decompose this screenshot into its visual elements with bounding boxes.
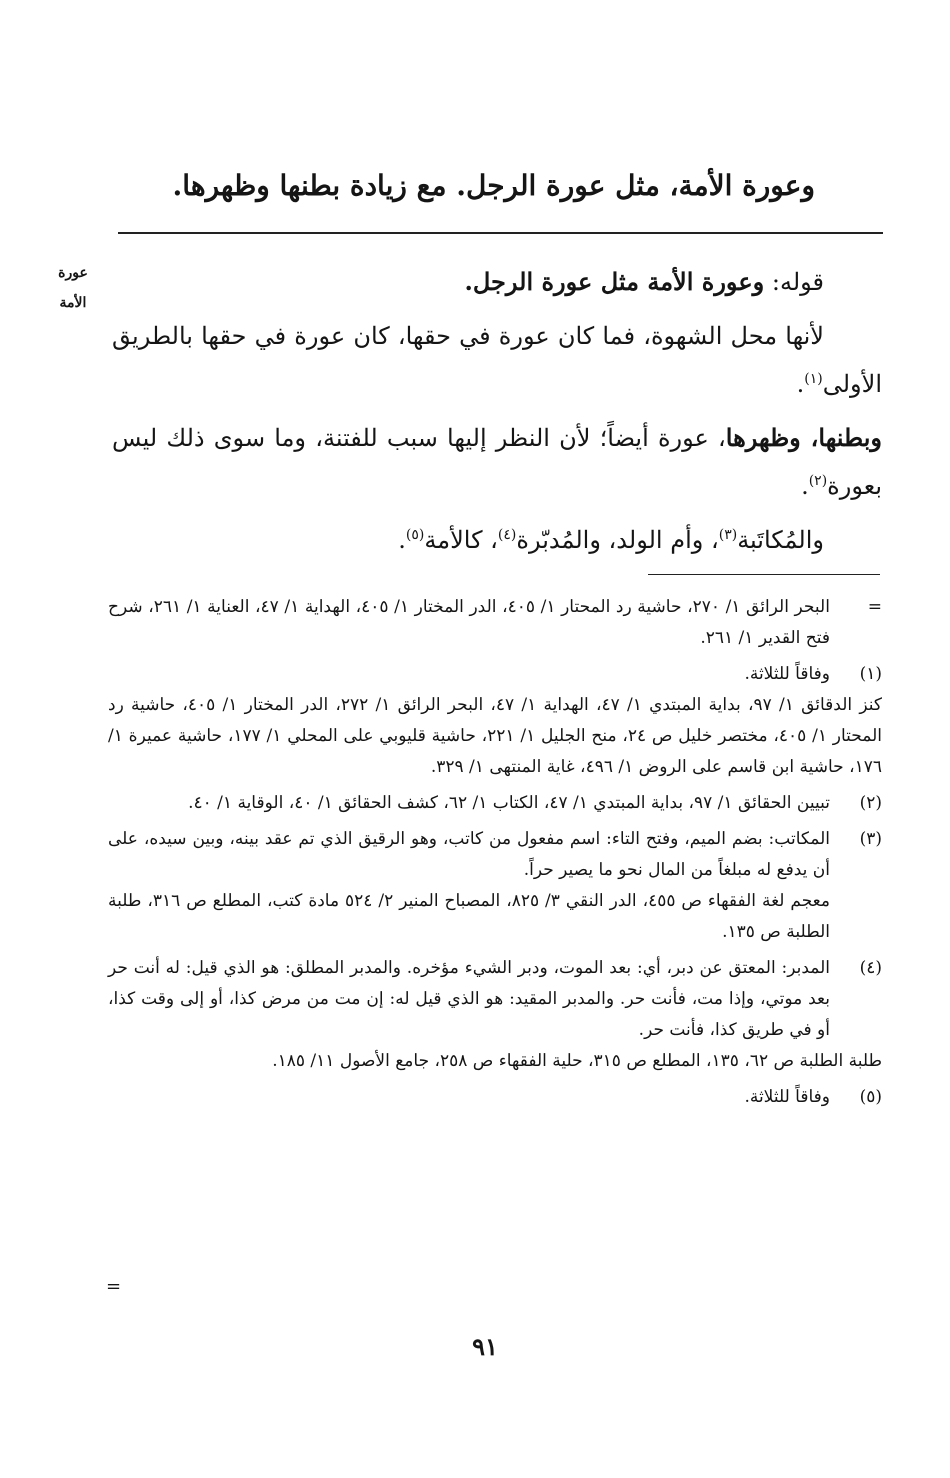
footnote-4-number: (٤) bbox=[859, 958, 882, 978]
footnote-continuation-marker: = bbox=[867, 597, 882, 617]
footnote-ref-2: (٢) bbox=[808, 473, 828, 489]
footnote-divider-rule bbox=[648, 574, 880, 575]
paragraph-3-end: . bbox=[801, 472, 809, 500]
footnote-3-line-a: المكاتب: بضم الميم، وفتح التاء: اسم مفعول من كاتب، وهو الرقيق الذي تم عقد بينه، وبين سيده، على أن يدفع له مبلغاً من المال نحو ما يصير حراً. bbox=[108, 829, 830, 880]
footnote-3-number: (٣) bbox=[859, 829, 882, 849]
paragraph-4-end: . bbox=[398, 526, 406, 554]
top-divider-rule bbox=[118, 232, 883, 234]
paragraph-2 bbox=[112, 312, 882, 408]
footnote-continuation-text: البحر الرائق ١/ ٢٧٠، حاشية رد المحتار ١/ ٤٠٥، الدر المختار ١/ ٤٠٥، الهداية ١/ ٤٧، العناية ١/ ٢٦١، شرح فتح القدير ١/ ٢٦١. bbox=[108, 597, 830, 648]
footnote-2 bbox=[108, 788, 882, 819]
footnote-4-line-b: طلبة الطلبة ص ٦٢، ١٣٥، المطلع ص ٣١٥، حلية الفقهاء ص ٢٥٨، جامع الأصول ١١/ ١٨٥. bbox=[272, 1051, 882, 1071]
footnote-ref-5: (٥) bbox=[405, 527, 425, 543]
paragraph-4 bbox=[112, 516, 882, 564]
paragraph-2-text: لأنها محل الشهوة، فما كان عورة في حقها، كان عورة في حقها بالطريق الأولى bbox=[112, 322, 882, 398]
footnote-1 bbox=[108, 659, 882, 783]
footnote-2-body: تبيين الحقائق ١/ ٩٧، بداية المبتدي ١/ ٤٧، الكتاب ١/ ٦٢، كشف الحقائق ١/ ٤٠، الوقاية ١/ ٤٠. bbox=[188, 793, 830, 813]
margin-side-note bbox=[44, 258, 102, 318]
footnote-4-body bbox=[108, 953, 882, 1077]
paragraph-1-prefix: قوله: bbox=[764, 268, 824, 296]
footnote-5-number: (٥) bbox=[859, 1087, 882, 1107]
footnote-5-body: وفاقاً للثلاثة. bbox=[744, 1087, 830, 1107]
footnote-2-number: (٢) bbox=[859, 793, 882, 813]
commentary-body bbox=[112, 258, 882, 570]
footnote-1-body bbox=[108, 659, 882, 783]
footnote-1-line-a: وفاقاً للثلاثة. bbox=[744, 664, 830, 684]
paragraph-1 bbox=[112, 258, 882, 306]
paragraph-4-part-b: ، وأم الولد، والمُدبّرة bbox=[516, 526, 719, 554]
side-note-line-1: عورة bbox=[58, 265, 88, 281]
footnote-ref-3: (٣) bbox=[718, 527, 738, 543]
paragraph-2-end: . bbox=[796, 370, 805, 398]
footnote-3 bbox=[108, 824, 882, 948]
footnote-ref-4: (٤) bbox=[497, 527, 517, 543]
footnote-continues-marker: = bbox=[106, 1276, 122, 1297]
footnotes-section bbox=[108, 592, 882, 1118]
paragraph-1-quote: وعورة الأمة مثل عورة الرجل. bbox=[464, 267, 765, 296]
footnote-4 bbox=[108, 953, 882, 1077]
paragraph-3-quote: وبطنها، وظهرها bbox=[725, 423, 883, 452]
footnote-ref-1: (١) bbox=[804, 371, 823, 387]
footnote-1-line-b: كنز الدقائق ١/ ٩٧، بداية المبتدي ١/ ٤٧، الهداية ١/ ٤٧، البحر الرائق ١/ ٢٧٢، الدر المختار ١/ ٤٠٥، حاشية رد المحتار ١/ ٤٠٥، مختصر خليل ص ٢٤، منح الجليل ١/ ٢٢١، حاشية قليوبي على المحلي ١/ ١٧٧، حاشية عميرة ١/ ١٧٦، حاشية ابن قاسم على الروض ١/ ٤٩٦، غاية المنتهى ١/ ٣٢٩. bbox=[108, 695, 882, 777]
footnote-5 bbox=[108, 1082, 882, 1113]
footnote-continuation bbox=[108, 592, 882, 654]
paragraph-4-part-c: ، كالأمة bbox=[424, 526, 498, 554]
paragraph-4-part-a: والمُكاتَبة bbox=[737, 526, 824, 554]
paragraph-3 bbox=[112, 414, 882, 510]
footnote-3-line-b: معجم لغة الفقهاء ص ٤٥٥، الدر النقي ٣/ ٨٢٥، المصباح المنير ٢/ ٥٢٤ مادة كتب، المطلع ص ٣١٦، طلبة الطلبة ص ١٣٥. bbox=[108, 891, 830, 942]
paragraph-3-text: ، عورة أيضاً؛ لأن النظر إليها سبب للفتنة، وما سوى ذلك ليس بعورة bbox=[112, 424, 882, 500]
footnote-3-body bbox=[108, 824, 830, 948]
side-note-line-2: الأمة bbox=[59, 295, 87, 311]
page-number: ٩١ bbox=[472, 1332, 498, 1361]
footnote-4-line-a: المدبر: المعتق عن دبر، أي: بعد الموت، ودبر الشيء مؤخره. والمدبر المطلق: هو الذي قيل: له أنت حر بعد موتي، وإذا مت، فأنت حر. والمدبر المقيد: هو الذي قيل له: إن مت من مرض كذا، أو إلى وقت كذا، أو في طريق كذا، فأنت حر. bbox=[108, 958, 830, 1040]
main-text-heading: وعورة الأمة، مثل عورة الرجل. مع زيادة بطنها وظهرها. bbox=[172, 169, 815, 202]
footnote-1-number: (١) bbox=[859, 664, 882, 684]
